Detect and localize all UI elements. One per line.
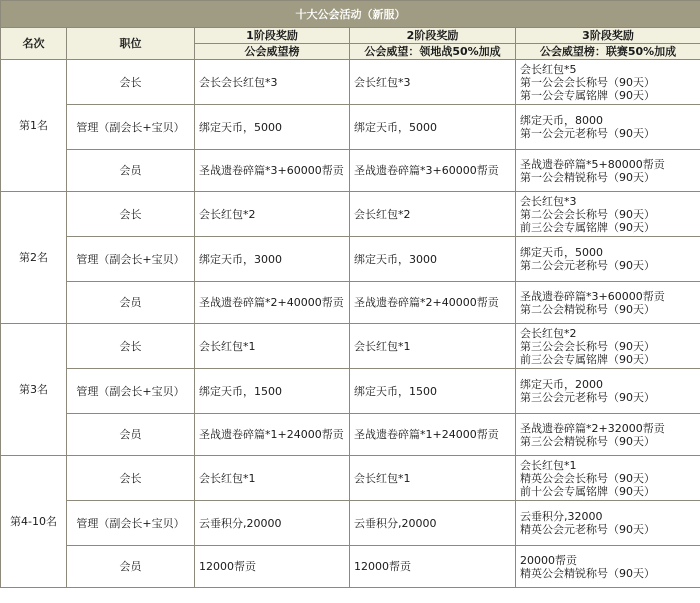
stage1-reward-cell: 会长红包*1 bbox=[195, 324, 350, 369]
header-rank: 名次 bbox=[1, 28, 67, 60]
stage3-reward-cell bbox=[516, 369, 700, 414]
stage2-reward-cell: 会长红包*1 bbox=[350, 456, 516, 501]
stage3-reward-line: 第一公会精锐称号（90天） bbox=[520, 170, 655, 184]
stage3-reward-line: 第三公会会长称号（90天） bbox=[520, 339, 655, 353]
rank-cell: 第1名 bbox=[1, 60, 67, 192]
stage3-reward-cell bbox=[516, 324, 700, 369]
stage2-reward-cell: 会长红包*3 bbox=[350, 60, 516, 105]
stage3-reward-line: 绑定天币，8000 bbox=[520, 114, 603, 127]
stage2-reward-cell: 圣战遗卷碎篇*2+40000帮贡 bbox=[350, 282, 516, 324]
position-cell: 会长 bbox=[67, 324, 195, 369]
stage2-reward-cell: 云垂积分,20000 bbox=[350, 501, 516, 546]
table-row bbox=[1, 414, 700, 456]
position-cell: 会员 bbox=[67, 414, 195, 456]
position-cell: 会长 bbox=[67, 192, 195, 237]
stage3-reward-cell bbox=[516, 60, 700, 105]
stage1-reward-cell: 会长红包*1 bbox=[195, 456, 350, 501]
stage1-reward-cell: 会长红包*2 bbox=[195, 192, 350, 237]
position-cell: 管理（副会长+宝贝） bbox=[67, 105, 195, 150]
table-row bbox=[1, 282, 700, 324]
table-row bbox=[1, 105, 700, 150]
stage3-reward-line: 会长红包*3 bbox=[520, 194, 577, 208]
header-stage2: 2阶段奖励 bbox=[350, 28, 516, 44]
table-row bbox=[1, 456, 700, 501]
position-cell: 会长 bbox=[67, 456, 195, 501]
stage3-reward-line: 圣战遗卷碎篇*3+60000帮贡 bbox=[520, 289, 665, 303]
header-position: 职位 bbox=[67, 28, 195, 60]
stage3-reward-line: 绑定天币，2000 bbox=[520, 378, 603, 391]
stage3-reward-cell bbox=[516, 237, 700, 282]
stage3-reward-line: 会长红包*5 bbox=[520, 62, 577, 76]
stage3-reward-line: 精英公会精锐称号（90天） bbox=[520, 566, 655, 580]
header-stage1-sub: 公会威望榜 bbox=[195, 44, 350, 60]
stage2-reward-cell: 绑定天币，1500 bbox=[350, 369, 516, 414]
stage3-reward-cell bbox=[516, 105, 700, 150]
header-stage1: 1阶段奖励 bbox=[195, 28, 350, 44]
table-row bbox=[1, 237, 700, 282]
title-row bbox=[1, 1, 700, 28]
stage1-reward-cell: 圣战遗卷碎篇*3+60000帮贡 bbox=[195, 150, 350, 192]
table-row bbox=[1, 501, 700, 546]
stage3-reward-line: 第三公会精锐称号（90天） bbox=[520, 434, 655, 448]
stage2-reward-cell: 绑定天币，5000 bbox=[350, 105, 516, 150]
position-cell: 会员 bbox=[67, 546, 195, 588]
rank-cell: 第3名 bbox=[1, 324, 67, 456]
stage3-reward-line: 前三公会专属铭牌（90天） bbox=[520, 352, 655, 366]
stage2-reward-cell: 会长红包*2 bbox=[350, 192, 516, 237]
stage3-reward-line: 第二公会元老称号（90天） bbox=[520, 259, 655, 272]
stage3-reward-line: 第一公会元老称号（90天） bbox=[520, 127, 655, 140]
stage2-reward-cell: 圣战遗卷碎篇*3+60000帮贡 bbox=[350, 150, 516, 192]
stage3-reward-cell bbox=[516, 192, 700, 237]
stage2-reward-cell: 绑定天币，3000 bbox=[350, 237, 516, 282]
stage3-reward-line: 第一公会专属铭牌（90天） bbox=[520, 88, 655, 102]
table-row bbox=[1, 369, 700, 414]
stage2-reward-cell: 圣战遗卷碎篇*1+24000帮贡 bbox=[350, 414, 516, 456]
stage3-reward-cell bbox=[516, 456, 700, 501]
position-cell: 会长 bbox=[67, 60, 195, 105]
stage3-reward-line: 前三公会专属铭牌（90天） bbox=[520, 220, 655, 234]
table-row bbox=[1, 150, 700, 192]
stage3-reward-line: 会长红包*2 bbox=[520, 326, 577, 340]
stage3-reward-line: 前十公会专属铭牌（90天） bbox=[520, 484, 655, 498]
stage1-reward-cell: 绑定天币，1500 bbox=[195, 369, 350, 414]
rank-cell: 第4-10名 bbox=[1, 456, 67, 588]
position-cell: 会员 bbox=[67, 282, 195, 324]
position-cell: 会员 bbox=[67, 150, 195, 192]
header-stage3: 3阶段奖励 bbox=[516, 28, 700, 44]
stage1-reward-cell: 云垂积分,20000 bbox=[195, 501, 350, 546]
stage3-reward-line: 会长红包*1 bbox=[520, 458, 577, 472]
stage3-reward-cell bbox=[516, 282, 700, 324]
stage3-reward-cell bbox=[516, 501, 700, 546]
stage3-reward-line: 精英公会会长称号（90天） bbox=[520, 471, 655, 485]
rank-cell: 第2名 bbox=[1, 192, 67, 324]
stage3-reward-line: 第一公会会长称号（90天） bbox=[520, 75, 655, 89]
stage2-reward-cell: 会长红包*1 bbox=[350, 324, 516, 369]
stage3-reward-line: 第三公会元老称号（90天） bbox=[520, 391, 655, 404]
position-cell: 管理（副会长+宝贝） bbox=[67, 237, 195, 282]
stage3-reward-line: 20000帮贡 bbox=[520, 553, 577, 567]
header-row bbox=[1, 28, 700, 44]
table-row bbox=[1, 546, 700, 588]
table-title: 十大公会活动（新服） bbox=[1, 1, 700, 28]
header-stage3-sub: 公会威望榜：联赛50%加成 bbox=[516, 44, 700, 60]
stage3-reward-cell bbox=[516, 414, 700, 456]
table-row bbox=[1, 60, 700, 105]
stage3-reward-line: 圣战遗卷碎篇*2+32000帮贡 bbox=[520, 421, 665, 435]
stage3-reward-line: 精英公会元老称号（90天） bbox=[520, 523, 655, 536]
stage3-reward-line: 第二公会精锐称号（90天） bbox=[520, 302, 655, 316]
stage1-reward-cell: 绑定天币，3000 bbox=[195, 237, 350, 282]
stage3-reward-line: 圣战遗卷碎篇*5+80000帮贡 bbox=[520, 157, 665, 171]
stage1-reward-cell: 圣战遗卷碎篇*1+24000帮贡 bbox=[195, 414, 350, 456]
stage1-reward-cell: 12000帮贡 bbox=[195, 546, 350, 588]
stage1-reward-cell: 会长会长红包*3 bbox=[195, 60, 350, 105]
stage3-reward-cell bbox=[516, 546, 700, 588]
stage2-reward-cell: 12000帮贡 bbox=[350, 546, 516, 588]
stage3-reward-cell bbox=[516, 150, 700, 192]
stage1-reward-cell: 绑定天币，5000 bbox=[195, 105, 350, 150]
stage3-reward-line: 第二公会会长称号（90天） bbox=[520, 207, 655, 221]
position-cell: 管理（副会长+宝贝） bbox=[67, 501, 195, 546]
table-row bbox=[1, 192, 700, 237]
stage1-reward-cell: 圣战遗卷碎篇*2+40000帮贡 bbox=[195, 282, 350, 324]
stage3-reward-line: 云垂积分,32000 bbox=[520, 510, 603, 523]
stage3-reward-line: 绑定天币，5000 bbox=[520, 246, 603, 259]
header-stage2-sub: 公会威望：领地战50%加成 bbox=[350, 44, 516, 60]
position-cell: 管理（副会长+宝贝） bbox=[67, 369, 195, 414]
table-row bbox=[1, 324, 700, 369]
